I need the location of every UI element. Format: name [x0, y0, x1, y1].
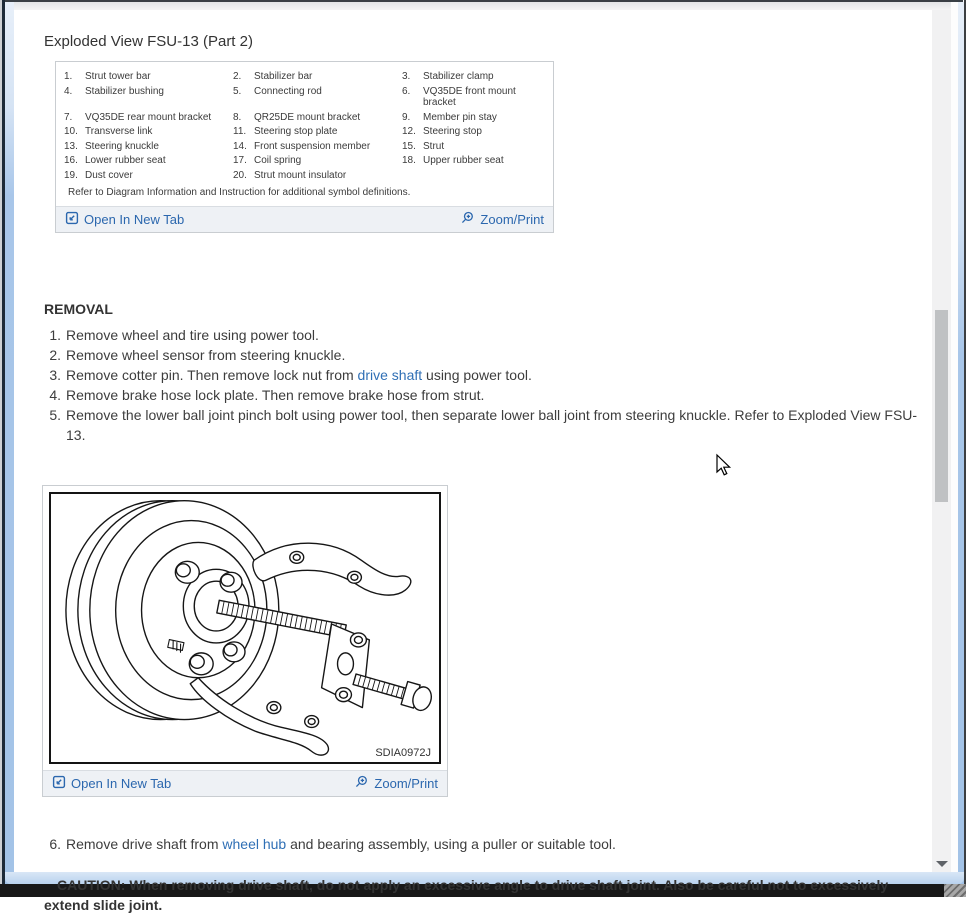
- window-right-gap: [951, 2, 958, 885]
- legend-item-label: QR25DE mount bracket: [254, 111, 361, 123]
- legend-item: [64, 71, 233, 83]
- caution-label: CAUTION:: [57, 877, 126, 893]
- chevron-down-icon[interactable]: [936, 861, 948, 867]
- legend-item-label: Steering stop: [423, 126, 482, 137]
- scrollbar-thumb[interactable]: [935, 310, 948, 502]
- figure-card-footer: [43, 770, 447, 796]
- legend-item-label: Stabilizer bar: [254, 71, 313, 82]
- removal-step-6: [44, 834, 922, 854]
- legend-item-label: Member pin stay: [423, 111, 497, 123]
- legend-item: [402, 155, 545, 167]
- legend-item-label: Upper rubber seat: [423, 155, 504, 166]
- step-text: Remove cotter pin. Then remove lock nut from drive shaft using power tool.: [66, 367, 532, 383]
- legend-item-label: VQ35DE front mount bracket: [423, 85, 516, 108]
- exploded-view-legend-card: [55, 61, 554, 233]
- step-number: 3.: [49, 367, 61, 383]
- inline-link-wheel-hub[interactable]: wheel hub: [222, 836, 287, 852]
- legend-item-number: 12.: [402, 126, 416, 137]
- legend-card-footer: [56, 206, 553, 232]
- document-pane: [14, 10, 932, 913]
- legend-item-number: 1.: [64, 71, 73, 82]
- removal-step: [44, 385, 922, 405]
- zoom-in-icon: [461, 211, 475, 228]
- zoom-in-icon: [355, 775, 369, 792]
- inline-link-drive-shaft[interactable]: drive shaft: [357, 367, 423, 383]
- legend-item-number: 10.: [64, 126, 78, 137]
- legend-grid: [64, 71, 545, 181]
- caution-text: When removing drive shaft, do not apply an excessive angle to drive shaft joint. Also be careful not to excessively extend slide joint.: [44, 877, 889, 913]
- legend-item: [233, 71, 402, 83]
- zoom-print-button[interactable]: [355, 775, 438, 792]
- removal-steps-1-5: [44, 325, 922, 445]
- legend-item: [64, 126, 233, 138]
- legend-item-number: 5.: [233, 85, 242, 97]
- step-number: 4.: [49, 387, 61, 403]
- legend-item: [233, 112, 402, 124]
- figure-code: SDIA0972J: [375, 747, 431, 759]
- legend-item-number: 14.: [233, 140, 247, 152]
- legend-item: [233, 170, 402, 182]
- legend-item-number: 13.: [64, 140, 78, 152]
- removal-step: [44, 834, 922, 854]
- legend-item-number: 9.: [402, 111, 411, 123]
- vertical-scrollbar[interactable]: [932, 10, 951, 872]
- zoom-print-label: Zoom/Print: [374, 776, 438, 791]
- legend-item: [402, 112, 545, 124]
- figure-card: [42, 485, 448, 797]
- legend-item: [64, 112, 233, 124]
- legend-item-number: 15.: [402, 140, 416, 152]
- legend-item-label: Stabilizer bushing: [85, 85, 164, 97]
- step-number: 2.: [49, 347, 61, 363]
- legend-item: [233, 86, 402, 109]
- legend-item: [64, 86, 233, 109]
- step-text: Remove drive shaft from wheel hub and bearing assembly, using a puller or suitable tool.: [66, 836, 616, 852]
- legend-item-number: 19.: [64, 169, 78, 181]
- legend-item-label: Steering knuckle: [85, 140, 159, 152]
- open-in-new-tab-icon: [52, 775, 66, 792]
- legend-item: [402, 126, 545, 138]
- legend-item-label: Stabilizer clamp: [423, 71, 494, 82]
- step-number: 5.: [49, 407, 61, 423]
- legend-item: [402, 141, 545, 153]
- open-in-new-tab-icon: [65, 211, 79, 228]
- legend-item-number: 18.: [402, 155, 416, 166]
- legend-item-label: Connecting rod: [254, 85, 322, 97]
- open-in-new-tab-label: Open In New Tab: [71, 776, 172, 791]
- legend-item: [233, 141, 402, 153]
- legend-item-label: Steering stop plate: [254, 126, 338, 137]
- window-left-border: [5, 2, 14, 885]
- step-text: Remove wheel and tire using power tool.: [66, 327, 319, 343]
- legend-item: [64, 170, 233, 182]
- legend-item-label: Dust cover: [85, 169, 133, 181]
- legend-item-label: Front suspension member: [254, 140, 371, 152]
- resize-grip[interactable]: [944, 884, 966, 897]
- removal-step: [44, 365, 922, 385]
- legend-item-number: 3.: [402, 71, 411, 82]
- legend-item-number: 4.: [64, 85, 73, 97]
- hub-puller-illustration: [51, 494, 439, 762]
- removal-step: [44, 405, 922, 445]
- legend-item: [233, 126, 402, 138]
- legend-item-number: 11.: [233, 126, 247, 137]
- legend-item-number: 16.: [64, 155, 78, 166]
- legend-note: Refer to Diagram Information and Instruction for additional symbol definitions.: [68, 187, 411, 198]
- step-number: 6.: [49, 836, 61, 852]
- removal-heading: REMOVAL: [44, 301, 113, 317]
- legend-item-number: 7.: [64, 111, 73, 123]
- legend-item: [64, 155, 233, 167]
- open-in-new-tab-button[interactable]: [52, 775, 171, 792]
- legend-item-label: Lower rubber seat: [85, 155, 166, 166]
- legend-item-number: 8.: [233, 111, 242, 123]
- legend-item-label: Coil spring: [254, 155, 302, 166]
- page-title: Exploded View FSU-13 (Part 2): [44, 33, 253, 50]
- open-in-new-tab-label: Open In New Tab: [84, 212, 185, 227]
- step-text: Remove brake hose lock plate. Then remove brake hose from strut.: [66, 387, 485, 403]
- legend-item-label: Transverse link: [85, 126, 153, 137]
- legend-item-label: Strut: [423, 140, 445, 152]
- step-number: 1.: [49, 327, 61, 343]
- open-in-new-tab-button[interactable]: [65, 211, 184, 228]
- caution-paragraph: [44, 875, 924, 915]
- step-text: Remove wheel sensor from steering knuckle.: [66, 347, 346, 363]
- hub-puller-drawing: [49, 492, 441, 764]
- zoom-print-button[interactable]: [461, 211, 544, 228]
- legend-item-number: 6.: [402, 85, 411, 97]
- legend-item-label: VQ35DE rear mount bracket: [85, 111, 212, 123]
- legend-item: [402, 71, 545, 83]
- removal-step: [44, 345, 922, 365]
- legend-item-number: 2.: [233, 71, 242, 82]
- legend-item-label: Strut tower bar: [85, 71, 151, 82]
- legend-item-label: Strut mount insulator: [254, 169, 347, 181]
- window-top-strip: [5, 2, 963, 10]
- removal-step: [44, 325, 922, 345]
- legend-item: [233, 155, 402, 167]
- legend-item-number: 17.: [233, 155, 247, 166]
- legend-item: [64, 141, 233, 153]
- legend-item: [402, 86, 545, 109]
- step-text: Remove the lower ball joint pinch bolt using power tool, then separate lower ball joint from steering knuckle. Refer to Exploded View FSU-13.: [66, 407, 918, 443]
- zoom-print-label: Zoom/Print: [480, 212, 544, 227]
- legend-item-number: 20.: [233, 169, 247, 181]
